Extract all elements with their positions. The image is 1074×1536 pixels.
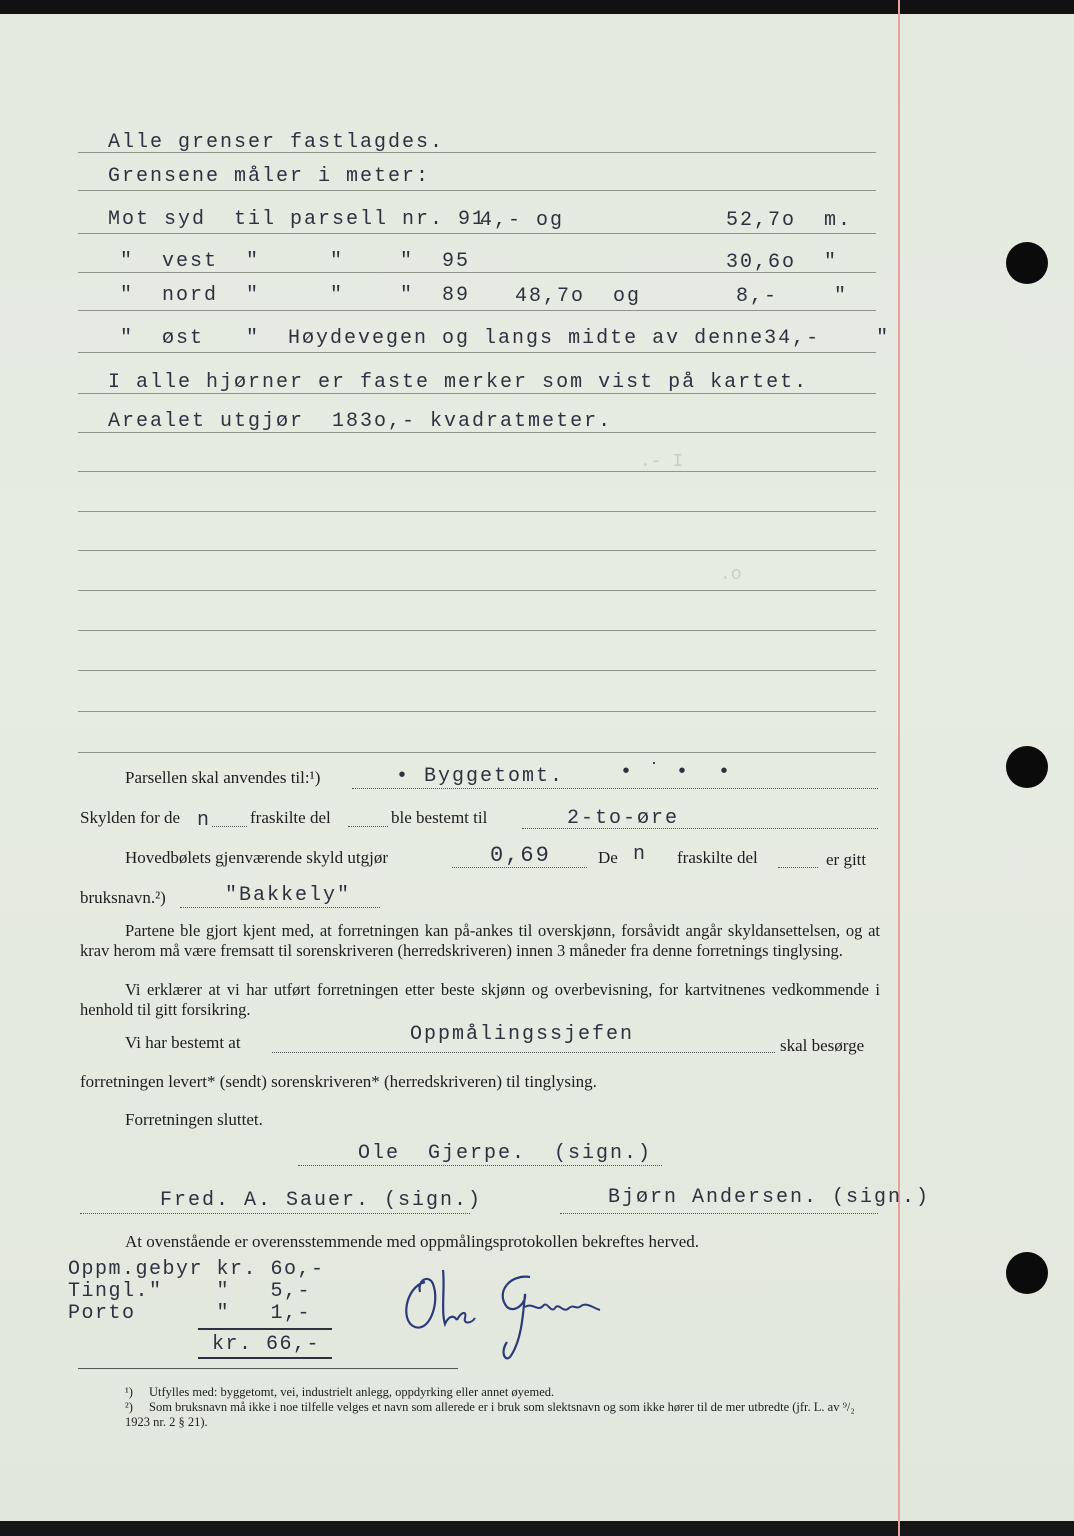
skyld-label-b: fraskilte del: [250, 808, 331, 827]
fee-total: kr. 66,-: [212, 1333, 321, 1356]
ruled-line: [78, 511, 876, 512]
signature-ole-gjerpe: Ole Gjerpe. (sign.): [358, 1142, 653, 1165]
typed-line-south-value-a: 4,- og: [480, 209, 565, 232]
dotted-fill-line: [212, 825, 247, 827]
ruled-line: [78, 630, 876, 631]
scan-top-edge: [0, 0, 1074, 14]
footnote-2-mark: ²): [125, 1400, 133, 1414]
bleed-through-mark: .- I: [640, 452, 684, 472]
scan-bottom-edge: [0, 1521, 1074, 1536]
typed-line-west-label: " vest " " " 95: [120, 250, 471, 273]
use-value-marks: • ˙ • •: [620, 761, 733, 784]
ruled-line: [78, 352, 876, 353]
appeal-paragraph: Partene ble gjort kjent med, at forretningen kan på-ankes til overskjønn, forsåvidt angår skyldansettelsen, og at krav herom må være fremsatt til sorenskriveren (herredskriveren) innen 3 måneder fra denne forretnings tinglysing.: [80, 921, 880, 960]
ruled-line: [78, 590, 876, 591]
bruk-label: bruksnavn.²): [80, 888, 166, 907]
dotted-signature-line: [80, 1212, 470, 1214]
signature-fred-sauer: Fred. A. Sauer. (sign.): [160, 1189, 483, 1212]
fee-row-porto: Porto " 1,-: [68, 1302, 312, 1325]
binder-hole-middle: [1006, 746, 1048, 788]
hoved-suffix: n: [633, 843, 648, 866]
bestemt-suffix: skal besørge: [780, 1036, 865, 1055]
typed-line-measures-heading: Grensene måler i meter:: [108, 165, 431, 188]
red-margin-line: [898, 0, 900, 1536]
ruled-line: [78, 550, 876, 551]
footnote-1-mark: ¹): [125, 1385, 133, 1399]
ruled-line: [78, 310, 876, 311]
hoved-label: Hovedbølets gjenværende skyld utgjør: [125, 848, 388, 867]
sluttet-text: Forretningen sluttet.: [125, 1110, 263, 1129]
fee-total-underline: [198, 1357, 332, 1359]
signature-bjorn-andersen: Bjørn Andersen. (sign.): [608, 1186, 931, 1209]
ruled-line: [78, 711, 876, 712]
typed-line-north-label: " nord " " " 89: [120, 284, 471, 307]
skyld-label-c: ble bestemt til: [391, 808, 488, 827]
use-label: Parsellen skal anvendes til:¹): [125, 768, 321, 787]
use-value: • Byggetomt.: [396, 765, 565, 788]
typed-line-north-value-a: 48,7o og: [515, 285, 642, 308]
bruk-value: "Bakkely": [225, 884, 352, 907]
ruled-line: [78, 190, 876, 191]
bleed-through-mark: .o: [720, 565, 742, 585]
confirmation-text: At ovenstående er overensstemmende med oppmålingsprotokollen bekreftes herved.: [125, 1232, 700, 1251]
bestemt-label: Vi har bestemt at: [125, 1033, 241, 1052]
footnote-1: [125, 1385, 880, 1400]
dotted-fill-line: [348, 825, 388, 827]
hoved-de: De: [598, 848, 618, 867]
fee-row-oppm: Oppm.gebyr kr. 6o,-: [68, 1258, 325, 1281]
levert-text: forretningen levert* (sendt) sorenskriveren* (herredskriveren) til tinglysing.: [80, 1072, 597, 1091]
footnote-2-text: Som bruksnavn må ikke i noe tilfelle velges et navn som allerede er i bruk som slektsnavn og som ikke hører til de mer utbredte (jfr. L. av ⁹/₂ 1923 nr. 2 § 21).: [125, 1400, 855, 1429]
skyld-label-a: Skylden for de: [80, 808, 181, 827]
ruled-line: [78, 471, 876, 472]
binder-hole-top: [1006, 242, 1048, 284]
handwritten-signature: [395, 1262, 610, 1362]
typed-line-south-value-b: 52,7o m.: [726, 209, 853, 232]
hoved-label-b: fraskilte del: [677, 848, 758, 867]
footnote-1-text: Utfylles med: byggetomt, vei, industrielt anlegg, oppdyrking eller annet øyemed.: [149, 1385, 555, 1399]
ruled-line: [78, 670, 876, 671]
typed-line-area: Arealet utgjør 183o,- kvadratmeter.: [108, 410, 613, 433]
declaration-paragraph: Vi erklærer at vi har utført forretningen etter beste skjønn og overbevisning, for kartvitnenes vedkommende i henhold til gitt forsikring.: [80, 980, 880, 1019]
dotted-fill-line: [272, 1051, 775, 1053]
dotted-signature-line: [298, 1164, 662, 1166]
dotted-signature-line: [560, 1212, 878, 1214]
hoved-label-c: er gitt: [826, 850, 867, 869]
skyld-value: 2-to-øre: [567, 807, 680, 830]
bestemt-value: Oppmålingssjefen: [410, 1023, 635, 1046]
fee-sum-rule: [198, 1328, 332, 1330]
ruled-line: [78, 233, 876, 234]
typed-line-south-label: Mot syd til parsell nr. 91: [108, 208, 487, 231]
hoved-value: 0,69: [490, 843, 551, 868]
binder-hole-bottom: [1006, 1252, 1048, 1294]
typed-line-west-value: 30,6o ": [726, 251, 839, 274]
dotted-fill-line: [778, 866, 818, 868]
typed-line-east: " øst " Høydevegen og langs midte av denne34,- ": [120, 327, 891, 350]
typed-line-north-value-b: 8,- ": [736, 285, 849, 308]
footnote-separator: [78, 1368, 458, 1369]
footnote-2: [125, 1400, 880, 1429]
typed-line-borders: Alle grenser fastlagdes.: [108, 131, 445, 154]
typed-line-corners: I alle hjørner er faste merker som vist på kartet.: [108, 371, 809, 394]
ruled-line: [78, 752, 876, 753]
fee-row-tingl: Tingl." " 5,-: [68, 1280, 312, 1303]
skyld-suffix: n: [197, 809, 212, 832]
